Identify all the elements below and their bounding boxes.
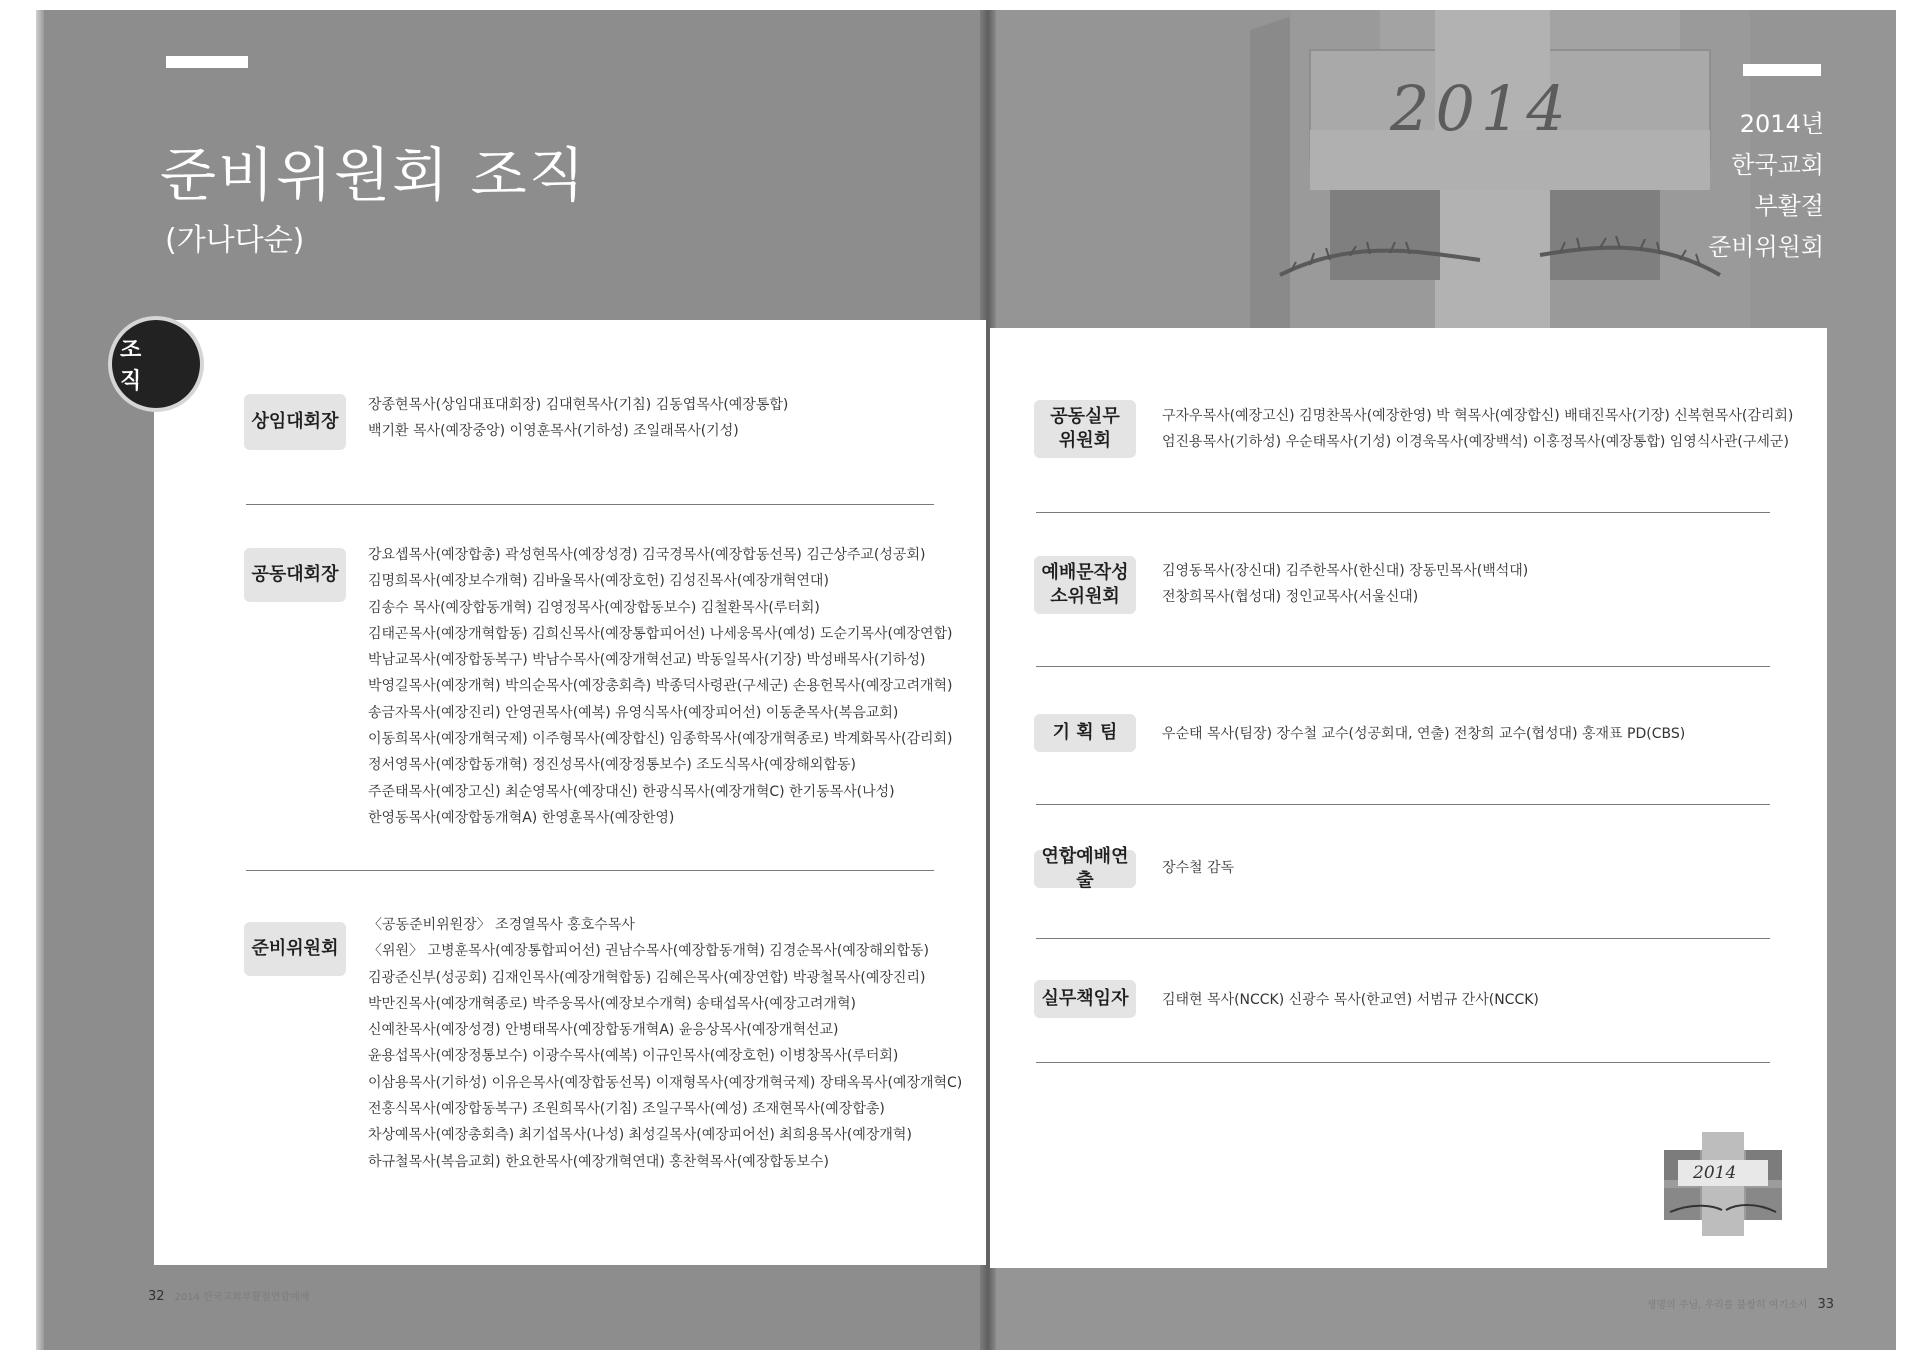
member-line: 김태곤목사(예장개혁합동) 김희신목사(예장통합피어선) 나세웅목사(예성) 도순기목사(예장연합) — [368, 625, 953, 642]
label-line: 연합예배연출 — [1041, 846, 1129, 891]
member-line: 김태현 목사(NCCK) 신광수 목사(한교연) 서범규 간사(NCCK) — [1162, 992, 1539, 1008]
section-divider — [1036, 804, 1770, 805]
section-body-executive-officers — [1162, 987, 1539, 1013]
page-title: 준비위원회 조직 — [160, 141, 587, 209]
member-line: 백기환 목사(예장중앙) 이영훈목사(기하성) 조일래목사(기성) — [368, 423, 739, 440]
section-body-joint-working-committee — [1162, 403, 1793, 456]
section-divider — [246, 870, 934, 871]
section-divider — [1036, 938, 1770, 939]
right-title-line: 2014년 — [1739, 110, 1824, 138]
member-line: 윤용섭목사(예장정통보수) 이광수목사(예복) 이규인목사(예장호헌) 이병창목사(루터회) — [368, 1048, 899, 1065]
member-line: 강요셉목사(예장합총) 곽성현목사(예장성경) 김국경목사(예장합동선목) 김근상주교(성공회) — [368, 547, 926, 563]
member-line: 박만진목사(예장개혁종로) 박주웅목사(예장보수개혁) 송태섭목사(예장고려개혁) — [368, 995, 856, 1012]
label-line: 실무책임자 — [1041, 988, 1129, 1009]
section-label-preparatory-committee: 준비위원회 — [244, 922, 346, 976]
section-divider — [246, 504, 934, 505]
member-line: 우순태 목사(팀장) 장수철 교수(성공회대, 연출) 전창희 교수(협성대) 홍재표 PD(CBS) — [1162, 726, 1686, 742]
label-line: 소위원회 — [1050, 586, 1120, 607]
member-line: 박영길목사(예장개혁) 박의순목사(예장총회측) 박종덕사령관(구세군) 손용헌목사(예장고려개혁) — [368, 678, 953, 695]
page-number-left: 32 — [148, 1289, 165, 1304]
member-line: 장수철 감독 — [1162, 860, 1235, 876]
member-line: 신예찬목사(예장성경) 안병태목사(예장합동개혁A) 윤응상목사(예장개혁선교) — [368, 1022, 839, 1039]
section-label-co-chair: 공동대회장 — [244, 548, 346, 602]
section-body-planning-team — [1162, 721, 1685, 747]
member-line: 전홍식목사(예장합동복구) 조원희목사(기침) 조일구목사(예성) 조재현목사(예장합총) — [368, 1101, 885, 1118]
member-line: 차상예목사(예장총회측) 최기섭목사(나성) 최성길목사(예장피어선) 최희용목사(예장개혁) — [368, 1127, 912, 1144]
section-divider — [1036, 1062, 1770, 1063]
label-line: 공동실무 — [1050, 406, 1120, 427]
member-line: 한영동목사(예장합동개혁A) 한영훈목사(예장한영) — [368, 809, 675, 826]
member-line: 이동희목사(예장개혁국제) 이주형목사(예장합신) 임종학목사(예장개혁종로) 박계화목사(감리회) — [368, 731, 953, 748]
section-label-standing-chair: 상임대회장 — [244, 394, 346, 450]
label-line: 위원회 — [1058, 430, 1112, 451]
right-title-accent-bar — [1743, 64, 1821, 76]
logo-year: 2014 — [1693, 1163, 1737, 1183]
left-footer — [148, 1288, 309, 1304]
label-line: 기 획 팀 — [1052, 722, 1118, 743]
page-edge — [36, 10, 44, 1350]
section-divider — [1036, 512, 1770, 513]
easter-2014-logo — [1664, 1132, 1782, 1236]
page-subtitle: (가나다순) — [165, 223, 305, 258]
member-line: 송금자목사(예장진리) 안영권목사(예복) 유영식목사(예장피어선) 이동춘목사(복음교회) — [368, 704, 899, 721]
right-title-line: 한국교회 — [1731, 151, 1824, 179]
member-line: 〈위원〉 고병훈목사(예장통합피어선) 권남수목사(예장합동개혁) 김경순목사(예장해외합동) — [368, 943, 929, 960]
right-content-panel — [990, 328, 1827, 1268]
running-title: 2014 한국교회부활절연합예배 — [174, 1292, 310, 1303]
title-accent-bar — [166, 56, 248, 68]
member-line: 구자우목사(예장고신) 김명찬목사(예장한영) 박 혁목사(예장합신) 배태진목사(기장) 신복현목사(감리회) — [1162, 408, 1794, 424]
section-label-liturgy-subcommittee — [1034, 556, 1136, 614]
section-label-worship-direction — [1034, 846, 1136, 891]
label-line: 예배문작성 — [1041, 562, 1129, 583]
member-line: 하규철목사(복음교회) 한요한목사(예장개혁연대) 홍찬혁목사(예장합동보수) — [368, 1153, 829, 1170]
cross-year-handwritten: 2014 — [1390, 72, 1572, 145]
member-line: 정서영목사(예장합동개혁) 정진성목사(예장정통보수) 조도식목사(예장해외합동) — [368, 757, 856, 774]
section-label-planning-team — [1034, 714, 1136, 752]
member-line: 전창희목사(협성대) 정인교목사(서울신대) — [1162, 589, 1419, 606]
member-line: 주준태목사(예장고신) 최순영목사(예장대신) 한광식목사(예장개혁C) 한기동목사(나성) — [368, 783, 895, 800]
section-body-liturgy-subcommittee — [1162, 558, 1528, 611]
member-line: 장종현목사(상임대표대회장) 김대현목사(기침) 김동엽목사(예장통합) — [368, 397, 789, 413]
section-body-preparatory-committee — [368, 912, 962, 1175]
member-line: 이삼용목사(기하성) 이유은목사(예장합동선목) 이재형목사(예장개혁국제) 장태옥목사(예장개혁C) — [368, 1074, 963, 1091]
right-footer — [1647, 1296, 1834, 1312]
section-label-executive-officers — [1034, 980, 1136, 1018]
member-line: 김송수 목사(예장합동개혁) 김영정목사(예장합동보수) 김철환목사(루터회) — [368, 599, 820, 616]
page-motto: 생명의 주님, 우리를 불쌍히 여기소서 — [1646, 1300, 1808, 1311]
member-line: 김명희목사(예장보수개혁) 김바울목사(예장호헌) 김성진목사(예장개혁연대) — [368, 573, 829, 590]
member-line: 엄진용목사(기하성) 우순태목사(기성) 이경욱목사(예장백석) 이홍정목사(예장통합) 임영식사관(구세군) — [1162, 434, 1789, 451]
member-line: 박남교목사(예장합동복구) 박남수목사(예장개혁선교) 박동일목사(기장) 박성배목사(기하성) — [368, 652, 926, 669]
section-label-joint-working-committee — [1034, 400, 1136, 458]
section-divider — [1036, 666, 1770, 667]
member-line: 김광준신부(성공회) 김재인목사(예장개혁합동) 김혜은목사(예장연합) 박광철목사(예장진리) — [368, 969, 926, 986]
member-line: 김영동목사(장신대) 김주한목사(한신대) 장동민목사(백석대) — [1162, 563, 1529, 579]
right-title-line: 부활절 — [1754, 192, 1824, 220]
right-title-line: 준비위원회 — [1708, 233, 1824, 261]
right-page-title — [1564, 104, 1824, 268]
member-line: 〈공동준비위원장〉 조경열목사 홍호수목사 — [368, 917, 635, 933]
section-body-standing-chair — [368, 392, 788, 445]
page-number-right: 33 — [1817, 1297, 1834, 1312]
section-body-worship-direction — [1162, 855, 1234, 881]
organization-badge: 조 직 — [108, 316, 204, 412]
section-body-co-chair — [368, 542, 952, 831]
